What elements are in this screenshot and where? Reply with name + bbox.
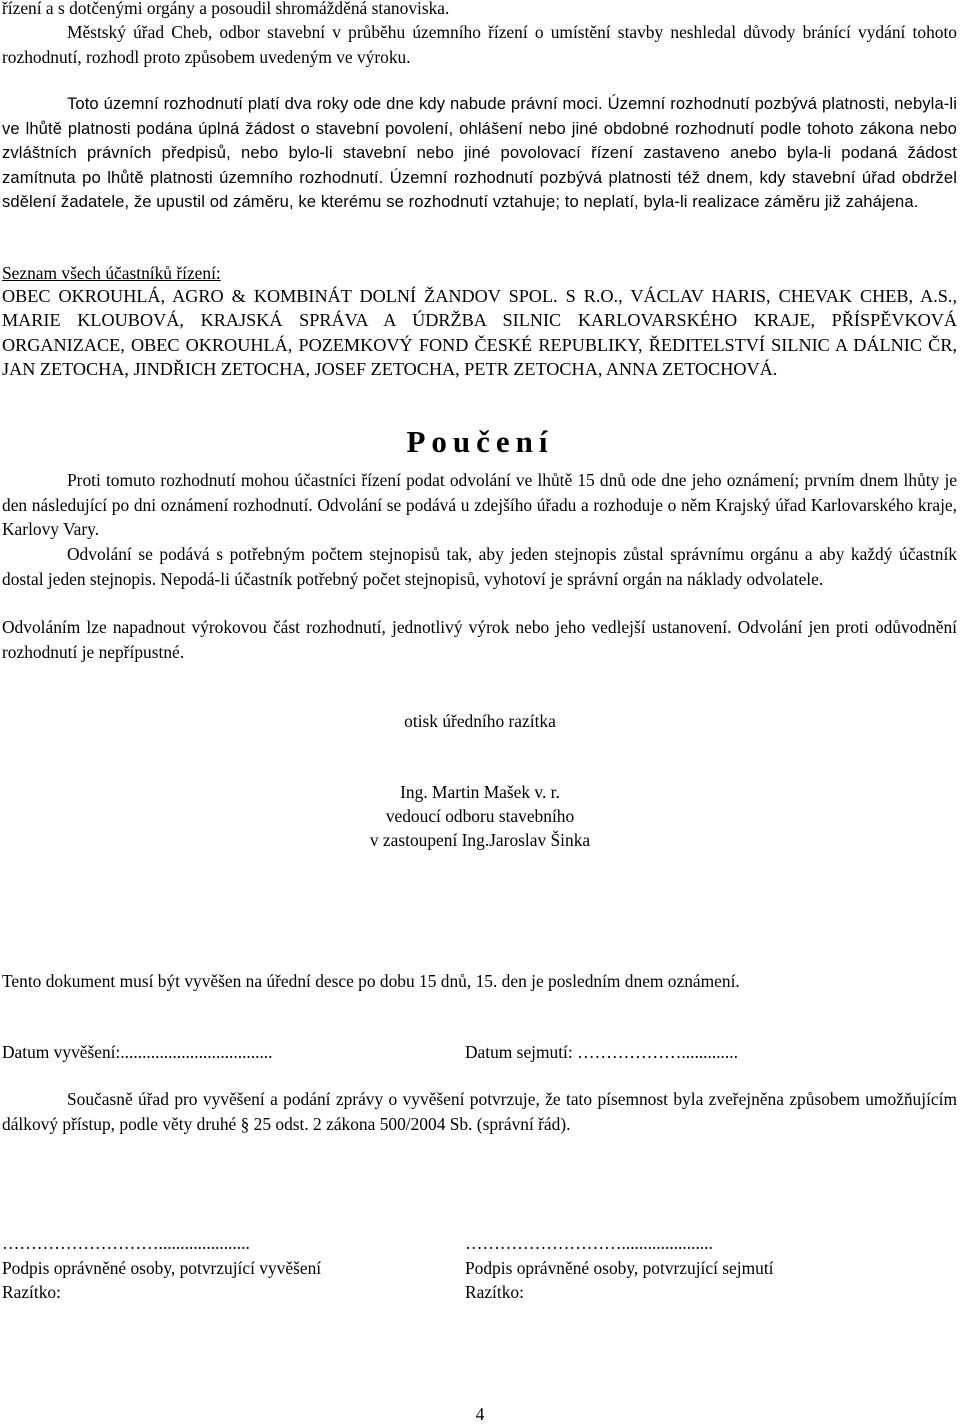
posting-signature-line: ………………………..................... xyxy=(2,1233,250,1253)
instruction-paragraph-1: Proti tomuto rozhodnutí mohou účastníci řízení podat odvolání ve lhůtě 15 dnů ode dne jeho oznámení; prvním dnem lhůty je den následující po dni oznámení rozhodnutí. Odvolání se podává u zdejšího úřadu a rozhoduje o něm Krajský úřad Karlovarského kraje, Karlovy Vary. xyxy=(2,470,957,540)
participants-heading: Seznam všech účastníků řízení: xyxy=(2,263,221,283)
posting-signature-caption: Podpis oprávněné osoby, potvrzující vyvěšení xyxy=(2,1257,322,1278)
posted-date-field: Datum vyvěšení:................................... xyxy=(2,1042,273,1062)
decision-paragraph: Městský úřad Cheb, odbor stavební v průběhu územního řízení o umístění stavby neshledal důvody bránící vydání tohoto rozhodnutí, rozhodl proto způsobem uvedeným ve výroku. xyxy=(2,22,957,67)
posting-signature-block xyxy=(2,1231,442,1305)
removal-signature-block xyxy=(465,1231,905,1305)
signatory-role: vedoucí odboru stavebního xyxy=(385,806,575,826)
signatory-name: Ing. Martin Mašek v. r. xyxy=(400,782,560,802)
validity-paragraph: Toto územní rozhodnutí platí dva roky ode dne kdy nabude právní moci. Územní rozhodnutí pozbývá platnosti, nebyla-li ve lhůtě platnosti podána úplná žádost o stavební povolení, ohlášení nebo jiné obdobné rozhodnutí podle tohoto zákona nebo zvláštních právních předpisů, nebo bylo-li stavební nebo jiné povolovací řízení zastaveno anebo byla-li podaná žádost zamítnuta po lhůtě platnosti územního rozhodnutí. Územní rozhodnutí pozbývá platnosti též dnem, kdy stavební úřad obdržel sdělení žadatele, že upustil od záměru, ke kterému se rozhodnutí vztahuje; to neplatí, byla-li realizace záměru již zahájena. xyxy=(2,94,957,212)
stamp-placeholder: otisk úředního razítka xyxy=(404,711,556,731)
instruction-title: Poučení xyxy=(406,424,554,459)
posting-notice: Tento dokument musí být vyvěšen na úřední desce po dobu 15 dnů, 15. den je posledním dnem oznámení. xyxy=(2,971,740,991)
posting-stamp-label: Razítko: xyxy=(2,1282,61,1303)
instruction-paragraph-3: Odvoláním lze napadnout výrokovou část rozhodnutí, jednotlivý výrok nebo jeho vedlejší ustanovení. Odvolání jen proti odůvodnění rozhodnutí je nepřípustné. xyxy=(2,617,957,662)
instruction-paragraph-2: Odvolání se podává s potřebným počtem stejnopisů tak, aby jeden stejnopis zůstal správnímu orgánu a aby každý účastník dostal jeden stejnopis. Nepodá-li účastník potřebný počet stejnopisů, vyhotoví je správní orgán na náklady odvolatele. xyxy=(2,544,957,589)
intro-paragraph-end: řízení a s dotčenými orgány a posoudil shromážděná stanoviska. xyxy=(2,0,450,18)
removal-signature-caption: Podpis oprávněné osoby, potvrzující sejmutí xyxy=(465,1257,774,1278)
removal-stamp-label: Razítko: xyxy=(465,1282,524,1303)
participants-list: OBEC OKROUHLÁ, AGRO & KOMBINÁT DOLNÍ ŽANDOV SPOL. S R.O., VÁCLAV HARIS, CHEVAK CHEB, A.S., MARIE KLOUBOVÁ, KRAJSKÁ SPRÁVA A ÚDRŽBA SILNIC KARLOVARSKÉHO KRAJE, PŘÍSPĚVKOVÁ ORGANIZACE, OBEC OKROUHLÁ, POZEMKOVÝ FOND ČESKÉ REPUBLIKY, ŘEDITELSTVÍ SILNIC A DÁLNIC ČR, JAN ZETOCHA, JINDŘICH ZETOCHA, JOSEF ZETOCHA, PETR ZETOCHA, ANNA ZETOCHOVÁ. xyxy=(2,286,957,380)
signatory-deputy: v zastoupení Ing.Jaroslav Šinka xyxy=(369,830,591,850)
page-number: 4 xyxy=(475,1404,485,1424)
electronic-posting-paragraph: Současně úřad pro vyvěšení a podání zprávy o vyvěšení potvrzuje, že tato písemnost byla zveřejněna způsobem umožňujícím dálkový přístup, podle věty druhé § 25 odst. 2 zákona 500/2004 Sb. (správní řád). xyxy=(2,1089,957,1134)
removal-signature-line: ………………………..................... xyxy=(465,1233,713,1253)
removed-date-field: Datum sejmutí: ………………............. xyxy=(465,1042,738,1062)
